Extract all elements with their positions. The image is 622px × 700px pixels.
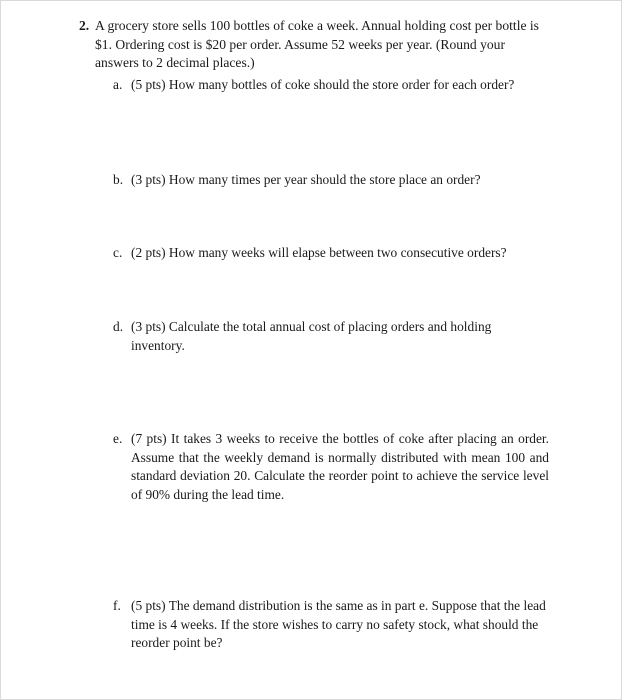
part-label: c. xyxy=(113,245,123,260)
part-text: (5 pts) How many bottles of coke should the store order for each order? xyxy=(131,77,515,92)
part-text: (7 pts) It takes 3 weeks to receive the bottles of coke after placing an order. Assume that the weekly demand is normally distributed with mean 100 and standard deviation 20. Calculate the reorder point to achieve the service level of 90% during the lead time. xyxy=(131,431,549,502)
part-a xyxy=(113,76,549,95)
part-d xyxy=(113,318,519,355)
part-label: b. xyxy=(113,172,124,187)
part-b xyxy=(113,171,549,190)
question-number: 2. xyxy=(79,18,90,33)
part-e xyxy=(113,430,549,504)
part-text: (5 pts) The demand distribution is the same as in part e. Suppose that the lead time is 4 weeks. If the store wishes to carry no safety stock, what should the reorder point be? xyxy=(131,598,546,650)
question-text: A grocery store sells 100 bottles of coke a week. Annual holding cost per bottle is $1. Ordering cost is $20 per order. Assume 52 weeks per year. (Round your answers to 2 decimal places.) xyxy=(95,18,539,70)
part-label: e. xyxy=(113,431,123,446)
part-text: (3 pts) How many times per year should the store place an order? xyxy=(131,172,481,187)
question-2 xyxy=(79,17,549,73)
part-label: a. xyxy=(113,77,123,92)
part-c xyxy=(113,244,549,263)
part-label: d. xyxy=(113,319,124,334)
part-f xyxy=(113,597,547,653)
part-text: (2 pts) How many weeks will elapse between two consecutive orders? xyxy=(131,245,507,260)
part-label: f. xyxy=(113,598,121,613)
part-text: (3 pts) Calculate the total annual cost of placing orders and holding inventory. xyxy=(131,319,492,353)
